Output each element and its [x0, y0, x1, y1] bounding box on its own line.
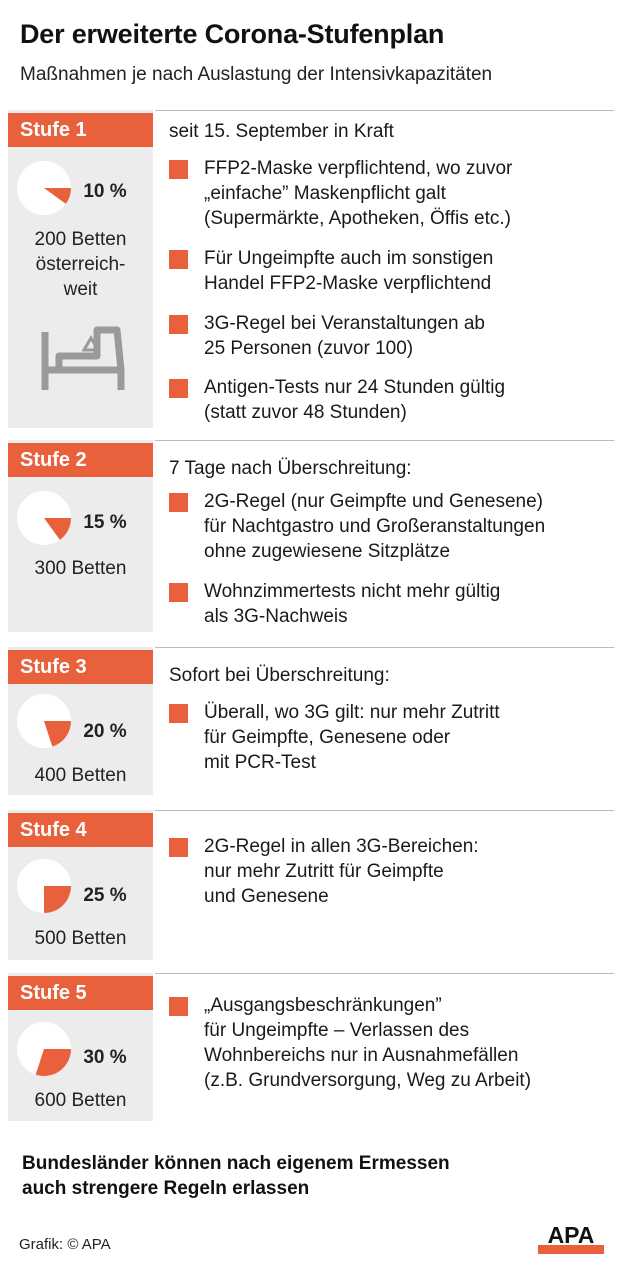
- apa-logo-text: APA: [547, 1222, 595, 1248]
- bed-count-line: 500 Betten: [34, 928, 127, 949]
- page-subtitle: Maßnahmen je nach Auslastung der Intensivkapazitäten: [20, 64, 493, 85]
- bullet-square-icon: [169, 704, 188, 723]
- occupancy-pie-chart: [16, 160, 72, 216]
- occupancy-pie-chart: [16, 1021, 72, 1077]
- occupancy-percent: 15 %: [83, 512, 127, 533]
- occupancy-pie-chart: [16, 693, 72, 749]
- bed-count-line: 200 Betten: [34, 229, 127, 250]
- bed-count-line: 600 Betten: [34, 1090, 127, 1111]
- bed-count: [8, 1088, 153, 1113]
- measure-item: Für Ungeimpfte auch im sonstigen Handel FFP2-Maske verpflichtend: [169, 246, 610, 296]
- footer-note-line: Bundesländer können nach eigenem Ermessen: [22, 1153, 450, 1174]
- credit: Grafik: © APA: [19, 1236, 111, 1253]
- occupancy-pie-chart: [16, 858, 72, 914]
- stage-2: [0, 440, 620, 638]
- stage-heading: 7 Tage nach Überschreitung:: [169, 458, 412, 479]
- divider: [155, 110, 614, 111]
- stage-4: [0, 810, 620, 964]
- measure-list: [169, 156, 610, 425]
- measure-item: „Ausgangsbeschränkungen” für Ungeimpfte – Verlassen des Wohnbereichs nur in Ausnahmefällen (z.B. Grundversorgung, Weg zu Arbeit): [169, 993, 610, 1093]
- occupancy-pie-chart: [16, 490, 72, 546]
- stage-label: Stufe 2: [8, 443, 153, 477]
- stage-heading: seit 15. September in Kraft: [169, 121, 394, 142]
- divider: [155, 647, 614, 648]
- stage-label: Stufe 5: [8, 976, 153, 1010]
- bullet-square-icon: [169, 583, 188, 602]
- measure-list: [169, 489, 610, 629]
- measure-item: FFP2-Maske verpflichtend, wo zuvor „einfache” Maskenpflicht galt (Supermärkte, Apotheken, Öffis etc.): [169, 156, 610, 231]
- measure-item: Wohnzimmertests nicht mehr gültig als 3G-Nachweis: [169, 579, 610, 629]
- stage-5: [0, 973, 620, 1125]
- stage-label: Stufe 1: [8, 113, 153, 147]
- stage-3: [0, 647, 620, 799]
- occupancy-percent: 30 %: [83, 1047, 127, 1068]
- measure-item: Antigen-Tests nur 24 Stunden gültig (statt zuvor 48 Stunden): [169, 375, 610, 425]
- bullet-square-icon: [169, 838, 188, 857]
- bed-count: [8, 227, 153, 302]
- stage-label: Stufe 4: [8, 813, 153, 847]
- bed-count: [8, 926, 153, 951]
- measure-list: [169, 993, 610, 1093]
- page-title: Der erweiterte Corona-Stufenplan: [20, 19, 445, 49]
- bullet-square-icon: [169, 379, 188, 398]
- measure-item: 2G-Regel in allen 3G-Bereichen: nur mehr Zutritt für Geimpfte und Genesene: [169, 834, 610, 909]
- stage-label: Stufe 3: [8, 650, 153, 684]
- occupancy-percent: 25 %: [83, 885, 127, 906]
- measure-list: [169, 834, 610, 909]
- pie-slice: [44, 886, 71, 913]
- bed-count-line: 300 Betten: [34, 558, 127, 579]
- measure-list: [169, 700, 610, 775]
- bed-count: [8, 763, 153, 788]
- footer-note-line: auch strengere Regeln erlassen: [22, 1178, 310, 1199]
- bed-count: [8, 556, 153, 581]
- bullet-square-icon: [169, 315, 188, 334]
- measure-item: 3G-Regel bei Veranstaltungen ab 25 Personen (zuvor 100): [169, 311, 610, 361]
- hospital-bed-icon: [37, 320, 129, 392]
- bed-count-line: österreich-: [35, 254, 126, 275]
- measure-item: Überall, wo 3G gilt: nur mehr Zutritt für Geimpfte, Genesene oder mit PCR-Test: [169, 700, 610, 775]
- bullet-square-icon: [169, 493, 188, 512]
- apa-logo: [536, 1222, 606, 1256]
- divider: [155, 973, 614, 974]
- bed-count-line: weit: [63, 279, 98, 300]
- divider: [155, 810, 614, 811]
- stage-1: [0, 110, 620, 432]
- divider: [155, 440, 614, 441]
- bed-count-line: 400 Betten: [34, 765, 127, 786]
- bullet-square-icon: [169, 160, 188, 179]
- bullet-square-icon: [169, 250, 188, 269]
- occupancy-percent: 10 %: [83, 181, 127, 202]
- measure-item: 2G-Regel (nur Geimpfte und Genesene) für Nachtgastro und Großeranstaltungen ohne zugewiesene Sitzplätze: [169, 489, 610, 564]
- footer-note: [22, 1151, 582, 1201]
- bullet-square-icon: [169, 997, 188, 1016]
- occupancy-percent: 20 %: [83, 721, 127, 742]
- stage-heading: Sofort bei Überschreitung:: [169, 665, 390, 686]
